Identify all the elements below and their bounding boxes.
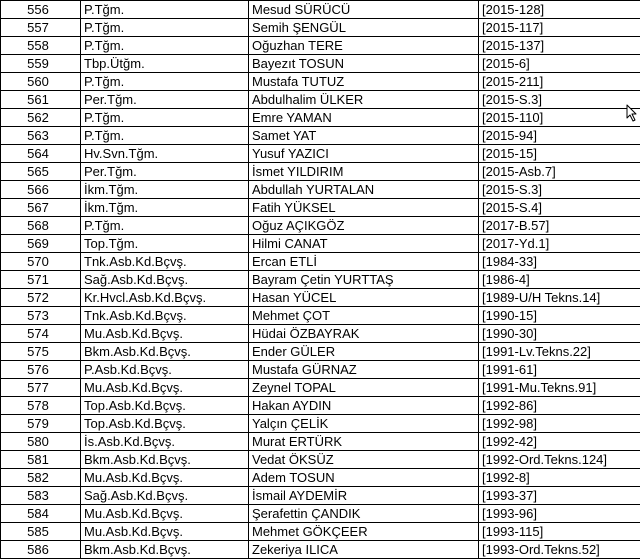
code-cell: [2017-B.57] (479, 217, 640, 235)
row-number: 568 (1, 217, 81, 235)
name-cell: Ender GÜLER (249, 343, 479, 361)
name-cell: Hilmi CANAT (249, 235, 479, 253)
name-cell: Abdulhalim ÜLKER (249, 91, 479, 109)
code-cell: [1993-Ord.Tekns.52] (479, 541, 640, 559)
name-cell: Fatih YÜKSEL (249, 199, 479, 217)
code-cell: [1993-37] (479, 487, 640, 505)
rank-cell: P.Tğm. (81, 1, 249, 19)
code-cell: [2015-94] (479, 127, 640, 145)
row-number: 564 (1, 145, 81, 163)
rank-cell: Top.Asb.Kd.Bçvş. (81, 415, 249, 433)
table-row (1, 343, 640, 361)
table-row (1, 433, 640, 451)
code-cell: [2015-110] (479, 109, 640, 127)
table-row (1, 271, 640, 289)
code-cell: [2017-Yd.1] (479, 235, 640, 253)
table-body (1, 1, 640, 559)
row-number: 584 (1, 505, 81, 523)
table-row (1, 523, 640, 541)
rank-cell: Sağ.Asb.Kd.Bçvş. (81, 271, 249, 289)
code-cell: [1990-15] (479, 307, 640, 325)
row-number: 559 (1, 55, 81, 73)
code-cell: [1989-U/H Tekns.14] (479, 289, 640, 307)
row-number: 571 (1, 271, 81, 289)
code-cell: [1991-61] (479, 361, 640, 379)
table-row (1, 181, 640, 199)
row-number: 566 (1, 181, 81, 199)
table-row (1, 109, 640, 127)
code-cell: [2015-6] (479, 55, 640, 73)
name-cell: Yusuf YAZICI (249, 145, 479, 163)
table-row (1, 325, 640, 343)
code-cell: [2015-S.3] (479, 181, 640, 199)
name-cell: Yalçın ÇELİK (249, 415, 479, 433)
rank-cell: Bkm.Asb.Kd.Bçvş. (81, 541, 249, 559)
rank-cell: Bkm.Asb.Kd.Bçvş. (81, 343, 249, 361)
table-row (1, 541, 640, 559)
code-cell: [2015-211] (479, 73, 640, 91)
row-number: 558 (1, 37, 81, 55)
table-row (1, 415, 640, 433)
name-cell: Mesud SÜRÜCÜ (249, 1, 479, 19)
row-number: 577 (1, 379, 81, 397)
row-number: 573 (1, 307, 81, 325)
code-cell: [2015-S.3] (479, 91, 640, 109)
code-cell: [1993-96] (479, 505, 640, 523)
row-number: 567 (1, 199, 81, 217)
rank-cell: Per.Tğm. (81, 91, 249, 109)
code-cell: [1991-Mu.Tekns.91] (479, 379, 640, 397)
name-cell: Mustafa TUTUZ (249, 73, 479, 91)
code-cell: [1992-42] (479, 433, 640, 451)
table-row (1, 55, 640, 73)
code-cell: [1986-4] (479, 271, 640, 289)
rank-cell: P.Tğm. (81, 37, 249, 55)
rank-cell: Mu.Asb.Kd.Bçvş. (81, 469, 249, 487)
row-number: 580 (1, 433, 81, 451)
table-row (1, 145, 640, 163)
table-row (1, 127, 640, 145)
code-cell: [1992-98] (479, 415, 640, 433)
table-row (1, 73, 640, 91)
row-number: 581 (1, 451, 81, 469)
row-number: 570 (1, 253, 81, 271)
rank-cell: Mu.Asb.Kd.Bçvş. (81, 325, 249, 343)
table-row (1, 163, 640, 181)
name-cell: Zeynel TOPAL (249, 379, 479, 397)
row-number: 572 (1, 289, 81, 307)
rank-cell: P.Asb.Kd.Bçvş. (81, 361, 249, 379)
row-number: 561 (1, 91, 81, 109)
row-number: 579 (1, 415, 81, 433)
name-cell: Şerafettin ÇANDIK (249, 505, 479, 523)
table-row (1, 505, 640, 523)
table-row (1, 361, 640, 379)
row-number: 565 (1, 163, 81, 181)
table-row (1, 37, 640, 55)
row-number: 576 (1, 361, 81, 379)
row-number: 574 (1, 325, 81, 343)
rank-cell: Tnk.Asb.Kd.Bçvş. (81, 307, 249, 325)
name-cell: Abdullah YURTALAN (249, 181, 479, 199)
rank-cell: Mu.Asb.Kd.Bçvş. (81, 523, 249, 541)
table-row (1, 379, 640, 397)
code-cell: [1991-Lv.Tekns.22] (479, 343, 640, 361)
rank-cell: P.Tğm. (81, 217, 249, 235)
table-row (1, 487, 640, 505)
rank-cell: Top.Tğm. (81, 235, 249, 253)
row-number: 563 (1, 127, 81, 145)
code-cell: [2015-Asb.7] (479, 163, 640, 181)
name-cell: Samet YAT (249, 127, 479, 145)
row-number: 562 (1, 109, 81, 127)
name-cell: Zekeriya ILICA (249, 541, 479, 559)
rank-cell: P.Tğm. (81, 127, 249, 145)
row-number: 585 (1, 523, 81, 541)
rank-cell: Kr.Hvcl.Asb.Kd.Bçvş. (81, 289, 249, 307)
rank-cell: İs.Asb.Kd.Bçvş. (81, 433, 249, 451)
rank-cell: Bkm.Asb.Kd.Bçvş. (81, 451, 249, 469)
name-cell: Oğuzhan TERE (249, 37, 479, 55)
table-row (1, 289, 640, 307)
rank-cell: İkm.Tğm. (81, 199, 249, 217)
row-number: 575 (1, 343, 81, 361)
row-number: 557 (1, 19, 81, 37)
row-number: 582 (1, 469, 81, 487)
row-number: 556 (1, 1, 81, 19)
name-cell: Bayezıt TOSUN (249, 55, 479, 73)
name-cell: Vedat ÖKSÜZ (249, 451, 479, 469)
rank-cell: Sağ.Asb.Kd.Bçvş. (81, 487, 249, 505)
name-cell: Semih ŞENGÜL (249, 19, 479, 37)
code-cell: [1992-Ord.Tekns.124] (479, 451, 640, 469)
name-cell: Murat ERTÜRK (249, 433, 479, 451)
rank-cell: P.Tğm. (81, 73, 249, 91)
table-row (1, 451, 640, 469)
code-cell: [1993-115] (479, 523, 640, 541)
table-row (1, 469, 640, 487)
rank-cell: Mu.Asb.Kd.Bçvş. (81, 379, 249, 397)
name-cell: Ercan ETLİ (249, 253, 479, 271)
name-cell: Hakan AYDIN (249, 397, 479, 415)
table-row (1, 199, 640, 217)
name-cell: İsmail AYDEMİR (249, 487, 479, 505)
name-cell: Adem TOSUN (249, 469, 479, 487)
table-row (1, 235, 640, 253)
code-cell: [2015-15] (479, 145, 640, 163)
row-number: 583 (1, 487, 81, 505)
code-cell: [2015-S.4] (479, 199, 640, 217)
row-number: 569 (1, 235, 81, 253)
table-row (1, 307, 640, 325)
code-cell: [1992-86] (479, 397, 640, 415)
table-row (1, 91, 640, 109)
rank-cell: Tnk.Asb.Kd.Bçvş. (81, 253, 249, 271)
rank-cell: Mu.Asb.Kd.Bçvş. (81, 505, 249, 523)
table-row (1, 1, 640, 19)
table-row (1, 19, 640, 37)
name-cell: İsmet YILDIRIM (249, 163, 479, 181)
rank-cell: Top.Asb.Kd.Bçvş. (81, 397, 249, 415)
code-cell: [2015-117] (479, 19, 640, 37)
rank-cell: Hv.Svn.Tğm. (81, 145, 249, 163)
rank-cell: İkm.Tğm. (81, 181, 249, 199)
name-cell: Hüdai ÖZBAYRAK (249, 325, 479, 343)
code-cell: [1984-33] (479, 253, 640, 271)
name-cell: Mustafa GÜRNAZ (249, 361, 479, 379)
name-cell: Hasan YÜCEL (249, 289, 479, 307)
code-cell: [2015-137] (479, 37, 640, 55)
rank-cell: Per.Tğm. (81, 163, 249, 181)
table-row (1, 253, 640, 271)
table-row (1, 397, 640, 415)
name-cell: Emre YAMAN (249, 109, 479, 127)
code-cell: [1992-8] (479, 469, 640, 487)
row-number: 560 (1, 73, 81, 91)
rank-cell: P.Tğm. (81, 19, 249, 37)
rank-cell: P.Tğm. (81, 109, 249, 127)
rank-cell: Tbp.Ütğm. (81, 55, 249, 73)
code-cell: [2015-128] (479, 1, 640, 19)
name-cell: Bayram Çetin YURTTAŞ (249, 271, 479, 289)
row-number: 578 (1, 397, 81, 415)
name-cell: Mehmet ÇOT (249, 307, 479, 325)
name-cell: Oğuz AÇIKGÖZ (249, 217, 479, 235)
name-cell: Mehmet GÖKÇEER (249, 523, 479, 541)
code-cell: [1990-30] (479, 325, 640, 343)
row-number: 586 (1, 541, 81, 559)
table-row (1, 217, 640, 235)
